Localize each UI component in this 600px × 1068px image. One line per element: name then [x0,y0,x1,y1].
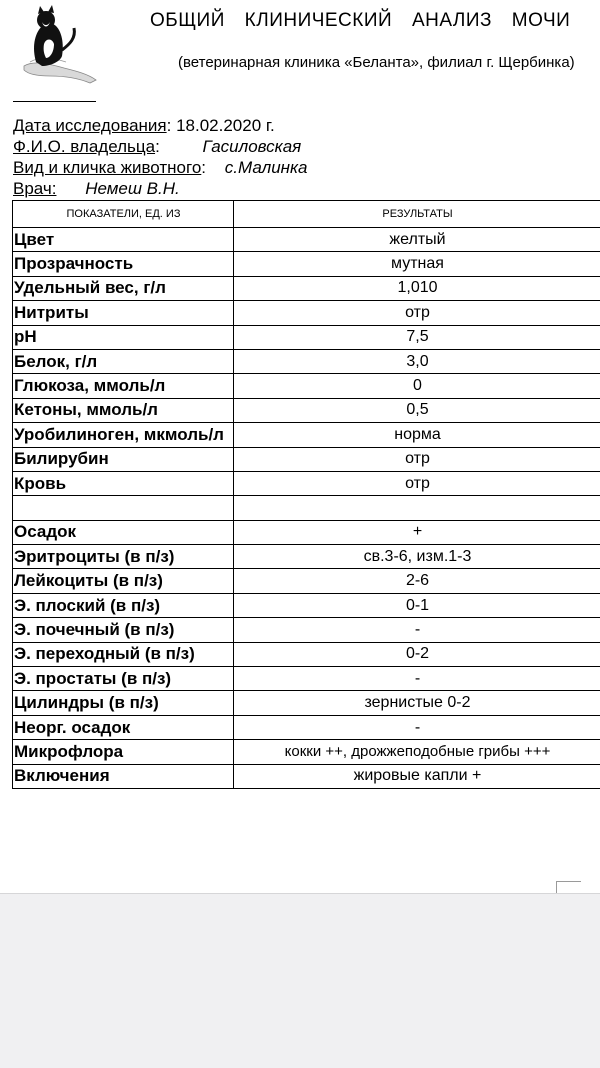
table-row [13,325,600,349]
animal-label: Вид и кличка животного [13,158,201,177]
indicator-cell: Прозрачность [13,252,234,276]
result-cell: - [234,618,600,642]
indicator-cell: Цилиндры (в п/з) [13,691,234,715]
table-header-row [13,201,600,228]
indicator-cell: Нитриты [13,301,234,325]
table-row [13,715,600,739]
result-cell: отр [234,447,600,471]
result-cell: - [234,715,600,739]
result-cell: 7,5 [234,325,600,349]
clinic-subtitle: (ветеринарная клиника «Беланта», филиал г. Щербинка) [178,54,575,71]
animal-value: с.Малинка [225,158,308,177]
result-cell: 3,0 [234,349,600,373]
result-cell: кокки ++, дрожжеподобные грибы +++ [234,740,600,764]
table-row [13,764,600,788]
result-cell: желтый [234,228,600,252]
table-row [13,691,600,715]
indicator-cell: Кровь [13,471,234,495]
result-cell: 0 [234,374,600,398]
table-row [13,423,600,447]
date-value: : 18.02.2020 г. [167,116,275,135]
indicator-cell: Э. почечный (в п/з) [13,618,234,642]
result-cell: 2-6 [234,569,600,593]
indicator-cell: Микрофлора [13,740,234,764]
table-row [13,252,600,276]
table-row [13,667,600,691]
table-row [13,618,600,642]
indicator-cell: pH [13,325,234,349]
result-cell: жировые капли + [234,764,600,788]
owner-colon: : [155,137,160,156]
table-row [13,642,600,666]
result-cell: + [234,520,600,544]
header-result: РЕЗУЛЬТАТЫ [234,201,600,228]
table-row [13,349,600,373]
info-animal [13,158,307,178]
table-row [13,398,600,422]
table-row [13,520,600,544]
header-indicator: ПОКАЗАТЕЛИ, ЕД. ИЗ [13,201,234,228]
indicator-cell: Э. простаты (в п/з) [13,667,234,691]
indicator-cell: Удельный вес, г/л [13,276,234,300]
indicator-cell [13,496,234,520]
result-cell [234,496,600,520]
doctor-value: Немеш В.Н. [85,179,180,198]
result-cell: норма [234,423,600,447]
table-row [13,545,600,569]
result-cell: зернистые 0-2 [234,691,600,715]
animal-colon: : [201,158,206,177]
viewer-background [0,893,600,1068]
indicator-cell: Э. плоский (в п/з) [13,593,234,617]
table-row [13,301,600,325]
result-cell: отр [234,301,600,325]
owner-label: Ф.И.О. владельца [13,137,155,156]
result-cell: отр [234,471,600,495]
table-row [13,740,600,764]
table-row [13,374,600,398]
result-cell: 1,010 [234,276,600,300]
results-table [12,200,600,789]
table-row [13,496,600,520]
result-cell: св.3-6, изм.1-3 [234,545,600,569]
table-row [13,471,600,495]
page-title: ОБЩИЙ КЛИНИЧЕСКИЙ АНАЛИЗ МОЧИ [150,10,550,32]
indicator-cell: Глюкоза, ммоль/л [13,374,234,398]
table-row [13,569,600,593]
indicator-cell: Неорг. осадок [13,715,234,739]
indicator-cell: Цвет [13,228,234,252]
result-cell: мутная [234,252,600,276]
table-row [13,228,600,252]
indicator-cell: Кетоны, ммоль/л [13,398,234,422]
indicator-cell: Лейкоциты (в п/з) [13,569,234,593]
indicator-cell: Эритроциты (в п/з) [13,545,234,569]
info-owner [13,137,301,157]
result-cell: 0-1 [234,593,600,617]
divider [13,101,96,102]
result-cell: 0,5 [234,398,600,422]
indicator-cell: Э. переходный (в п/з) [13,642,234,666]
doctor-label: Врач: [13,179,56,198]
indicator-cell: Включения [13,764,234,788]
indicator-cell: Билирубин [13,447,234,471]
cat-on-hand-logo [20,4,100,84]
date-label: Дата исследования [13,116,167,135]
indicator-cell: Уробилиноген, мкмоль/л [13,423,234,447]
info-date [13,116,275,136]
owner-value: Гасиловская [203,137,302,156]
result-cell: - [234,667,600,691]
indicator-cell: Осадок [13,520,234,544]
table-row [13,593,600,617]
table-row [13,276,600,300]
result-cell: 0-2 [234,642,600,666]
table-row [13,447,600,471]
indicator-cell: Белок, г/л [13,349,234,373]
info-doctor [13,179,180,199]
